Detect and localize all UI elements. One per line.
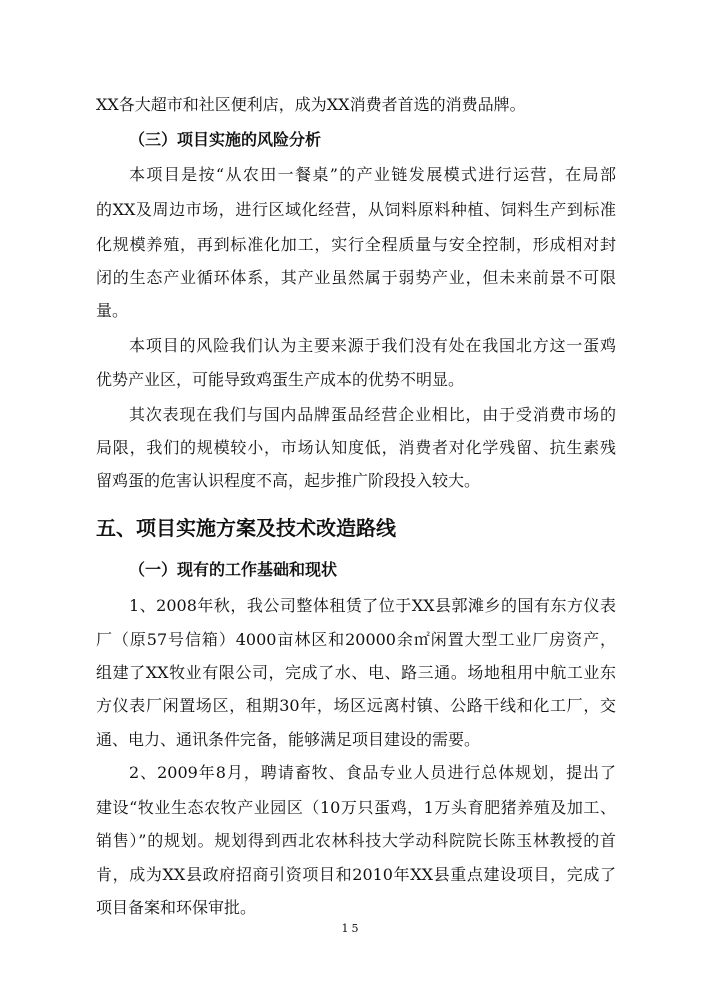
paragraph-risk-1-line: 化规模养殖，再到标准化加工，实行全程质量与安全控制，形成相对封 [96, 235, 616, 254]
paragraph-risk-3-line: 其次表现在我们与国内品牌蛋品经营企业相比，由于受消费市场的 [129, 405, 616, 424]
paragraph-basis-1-line: 方仪表厂闲置场区，租期30年，场区远离村镇、公路干线和化工厂，交 [96, 696, 616, 715]
paragraph-risk-2-line: 优势产业区，可能导致鸡蛋生产成本的优势不明显。 [96, 370, 465, 389]
paragraph-basis-2-line: 肯，成为XX县政府招商引资项目和2010年XX县重点建设项目，完成了 [96, 865, 616, 884]
paragraph-risk-1-line: 本项目是按“从农田一餐桌”的产业链发展模式进行运营，在局部 [129, 165, 616, 184]
section-heading: 五、项目实施方案及技术改造路线 [96, 516, 396, 540]
paragraph-basis-2-line: 项目备案和环保审批。 [96, 898, 257, 917]
paragraph-basis-2-line: 建设“牧业生态农牧产业园区（10万只蛋鸡，1万头育肥猪养殖及加工、 [96, 798, 616, 817]
paragraph-risk-1-line: 的XX及周边市场，进行区域化经营，从饲料原料种植、饲料生产到标准 [96, 200, 616, 219]
paragraph-risk-1-line: 量。 [96, 301, 129, 320]
paragraph-basis-1-line: 1、2008年秋，我公司整体租赁了位于XX县郭滩乡的国有东方仪表 [129, 596, 616, 615]
paragraph-basis-1-line: 厂（原57号信箱）4000亩林区和20000余㎡闲置大型工业厂房资产， [96, 630, 616, 649]
paragraph-basis-2-line: 销售）”的规划。规划得到西北农林科技大学动科院院长陈玉林教授的首 [96, 831, 616, 850]
paragraph-risk-3-line: 留鸡蛋的危害认识程度不高，起步推广阶段投入较大。 [96, 471, 481, 490]
paragraph-basis-1-line: 组建了XX牧业有限公司，完成了水、电、路三通。场地租用中航工业东 [96, 663, 616, 682]
paragraph-intro-line: XX各大超市和社区便利店，成为XX消费者首选的消费品牌。 [96, 95, 526, 114]
subheading-work-basis: （一）现有的工作基础和现状 [129, 560, 338, 579]
paragraph-basis-1-line: 通、电力、通讯条件完备，能够满足项目建设的需要。 [96, 730, 481, 749]
subheading-risk-analysis: （三）项目实施的风险分析 [129, 130, 322, 149]
paragraph-basis-2-line: 2、2009年8月，聘请畜牧、食品专业人员进行总体规划，提出了 [129, 763, 616, 782]
paragraph-risk-1-line: 闭的生态产业循环体系，其产业虽然属于弱势产业，但未来前景不可限 [96, 268, 616, 287]
paragraph-risk-2-line: 本项目的风险我们认为主要来源于我们没有处在我国北方这一蛋鸡 [129, 336, 616, 355]
page-number: 15 [341, 922, 362, 935]
paragraph-risk-3-line: 局限，我们的规模较小，市场认知度低，消费者对化学残留、抗生素残 [96, 438, 616, 457]
